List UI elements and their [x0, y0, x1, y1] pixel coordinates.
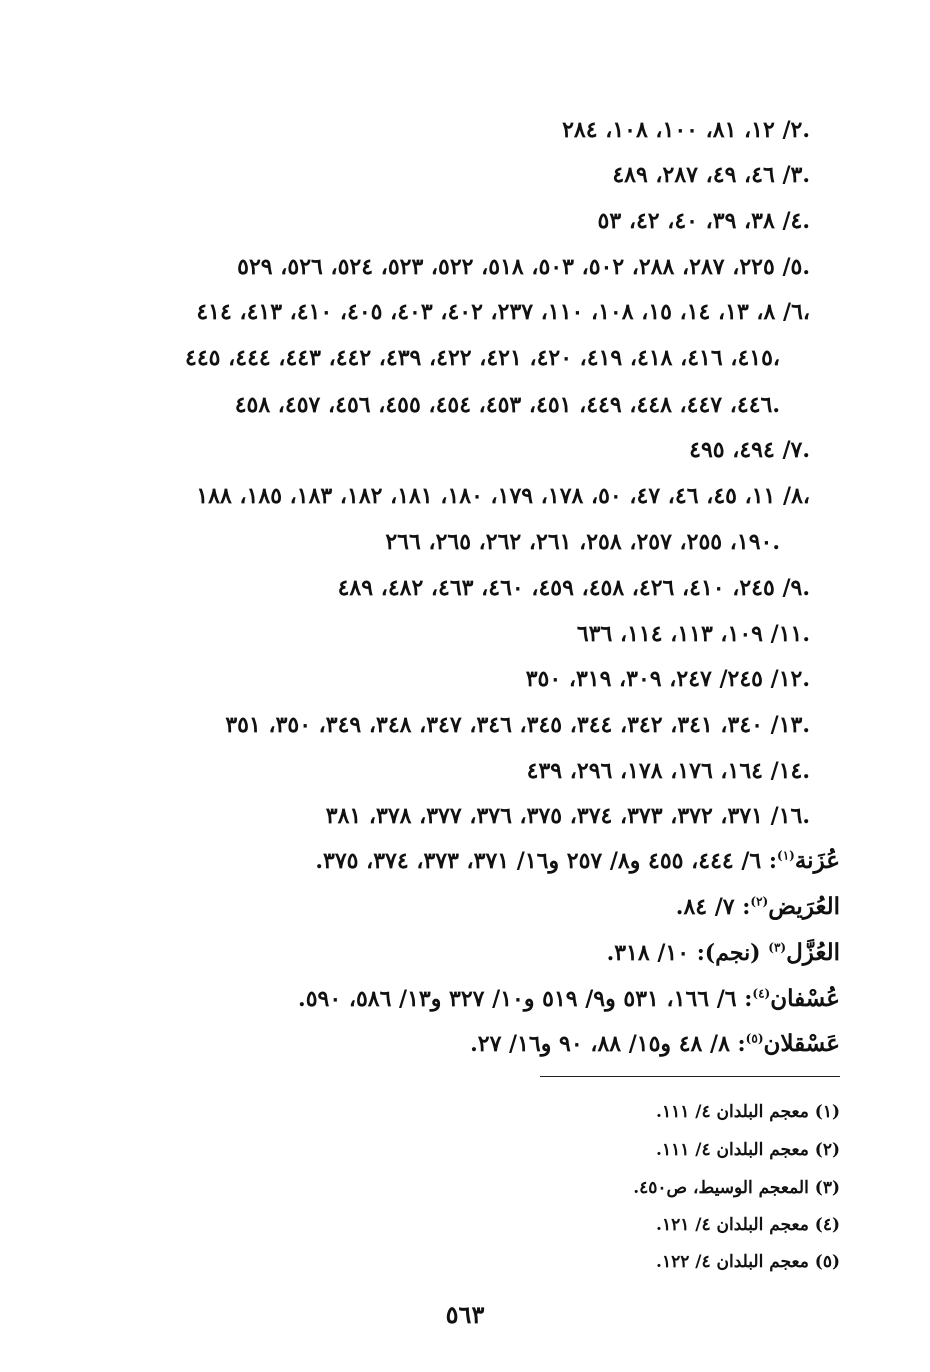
index-line-continued: ٤٤٦، ٤٤٧، ٤٤٨، ٤٤٩، ٤٥١، ٤٥٣، ٤٥٤، ٤٥٥، ٤٥٦، ٤٥٧، ٤٥٨.	[234, 392, 780, 418]
index-line-continued: ٤١٥، ٤١٦، ٤١٨، ٤١٩، ٤٢٠، ٤٢١، ٤٢٢، ٤٣٩، ٤٤٢، ٤٤٣، ٤٤٤، ٤٤٥،	[185, 345, 780, 371]
index-line: ٩/ ٢٤٥، ٤١٠، ٤٢٦، ٤٥٨، ٤٥٩، ٤٦٠، ٤٦٣، ٤٨٢، ٤٨٩.	[337, 575, 810, 601]
footnote: (٢) معجم البلدان ٤/ ١١١.	[656, 1140, 840, 1160]
index-line: ٥/ ٢٢٥، ٢٨٧، ٢٨٨، ٥٠٢، ٥٠٣، ٥١٨، ٥٢٢، ٥٢٣، ٥٢٤، ٥٢٦، ٥٢٩.	[237, 254, 810, 280]
place-name: العُزَّل	[786, 939, 840, 966]
index-line: ١٦/ ٣٧١، ٣٧٢، ٣٧٣، ٣٧٤، ٣٧٥، ٣٧٦، ٣٧٧، ٣٧٨، ٣٨١.	[325, 803, 810, 829]
page-number: ٥٦٣	[445, 1300, 485, 1329]
place-refs: : ٦/ ٤٤٤، ٤٥٥ و٨/ ٢٥٧ و١٦/ ٣٧١، ٣٧٣، ٣٧٤، ٣٧٥.	[315, 848, 778, 874]
index-line: ٧/ ٤٩٤، ٤٩٥.	[689, 437, 810, 463]
index-line: ٣/ ٤٦، ٤٩، ٢٨٧، ٤٨٩.	[612, 162, 810, 188]
place-entry	[676, 892, 840, 922]
index-line: ٨/ ١١، ٤٥، ٤٦، ٤٧، ٥٠، ١٧٨، ١٧٩، ١٨٠، ١٨١، ١٨٢، ١٨٣، ١٨٥، ١٨٨،	[196, 483, 810, 509]
index-line-continued: ١٩٠، ٢٥٥، ٢٥٧، ٢٥٨، ٢٦١، ٢٦٢، ٢٦٥، ٢٦٦.	[385, 529, 780, 555]
place-refs: (نجم): ١٠/ ٣١٨.	[606, 940, 769, 966]
place-entry	[315, 846, 840, 876]
footnote: (٥) معجم البلدان ٤/ ١٢٢.	[656, 1252, 840, 1272]
index-line: ١٤/ ١٦٤، ١٧٦، ١٧٨، ٢٩٦، ٤٣٩.	[526, 758, 810, 784]
index-line: ٦/ ٨، ١٣، ١٤، ١٥، ١٠٨، ١١٠، ٢٣٧، ٤٠٢، ٤٠٣، ٤٠٥، ٤١٠، ٤١٣، ٤١٤،	[196, 299, 810, 325]
place-name: العُرَيض	[768, 893, 840, 920]
index-line: ١٣/ ٣٤٠، ٣٤١، ٣٤٢، ٣٤٤، ٣٤٥، ٣٤٦، ٣٤٧، ٣٤٨، ٣٤٩، ٣٥٠، ٣٥١.	[225, 712, 810, 738]
index-line: ٢/ ١٢، ٨١، ١٠٠، ١٠٨، ٢٨٤.	[562, 117, 810, 143]
place-entry	[607, 938, 840, 968]
place-refs: : ٨/ ٤٨ و١٥/ ٨٨، ٩٠ و١٦/ ٢٧.	[470, 1031, 746, 1057]
index-line: ١١/ ١٠٩، ١١٣، ١١٤، ٦٣٦.	[576, 621, 810, 647]
place-name: عُسْفان	[770, 985, 840, 1012]
footnote: (٣) المعجم الوسيط، ص٤٥٠.	[633, 1178, 840, 1198]
footnote: (٤) معجم البلدان ٤/ ١٢١.	[656, 1215, 840, 1235]
footnote-ref: (٢)	[750, 894, 769, 909]
footnote: (١) معجم البلدان ٤/ ١١١.	[656, 1102, 840, 1122]
place-entry	[470, 1029, 840, 1059]
footnote-ref: (٥)	[745, 1031, 764, 1046]
footnote-separator	[540, 1076, 840, 1077]
footnote-ref: (١)	[777, 848, 795, 863]
footnote-ref: (٣)	[768, 940, 787, 955]
index-line: ٤/ ٣٨، ٣٩، ٤٠، ٤٢، ٥٣.	[597, 208, 810, 234]
place-entry	[298, 984, 840, 1014]
place-refs: : ٦/ ١٦٦، ٥٣١ و٩/ ٥١٩ و١٠/ ٣٢٧ و١٣/ ٥٨٦، ٥٩٠.	[298, 986, 753, 1012]
footnote-ref: (٤)	[752, 986, 771, 1001]
place-name: عُزَنة	[794, 847, 840, 874]
place-refs: : ٧/ ٨٤.	[675, 894, 751, 920]
index-line: ١٢/ ٢٤٥/ ٢٤٧، ٣٠٩، ٣١٩، ٣٥٠.	[525, 666, 810, 692]
place-name: عَسْقلان	[763, 1030, 840, 1057]
